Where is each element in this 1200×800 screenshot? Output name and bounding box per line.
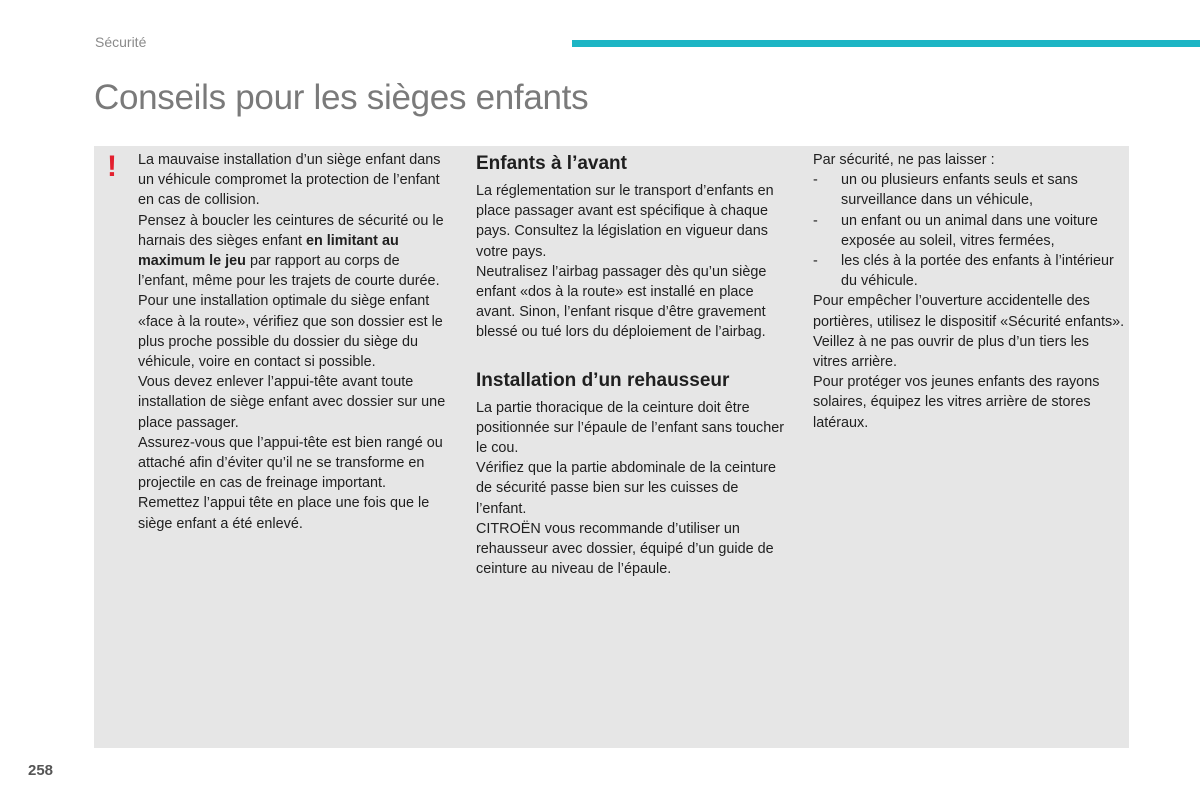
paragraph	[138, 211, 450, 292]
column-warning	[138, 150, 450, 534]
paragraph: Assurez-vous que l’appui-tête est bien rangé ou attaché afin d’éviter qu’il ne se transforme en projectile en cas de freinage important.	[138, 434, 443, 492]
list-item	[813, 251, 1125, 291]
dash-bullet: -	[813, 253, 818, 270]
exclamation-icon: !	[107, 150, 117, 183]
list-item	[813, 211, 1125, 251]
paragraph: Vous devez enlever l’appui-tête avant toute installation de siège enfant avec dossier sur une place passager.	[138, 374, 446, 431]
list-item	[813, 170, 1125, 210]
paragraph: Vérifiez que la partie abdominale de la ceinture de sécurité passe bien sur les cuisses de l’enfant.	[476, 460, 776, 517]
dash-bullet: -	[813, 172, 818, 189]
text: Pensez à boucler les ceintures de sécurité ou le harnais des sièges enfant	[138, 212, 444, 249]
column-safety	[813, 150, 1125, 433]
heading-front-seat: Enfants à l’avant	[476, 153, 627, 174]
paragraph: La réglementation sur le transport d’enfants en place passager avant est spécifique à chaque pays. Consultez la législation en vigueur dans votre pays.	[476, 183, 774, 260]
page-number: 258	[28, 762, 54, 779]
paragraph: Remettez l’appui tête en place une fois que le siège enfant a été enlevé.	[138, 495, 430, 532]
paragraph: CITROËN vous recommande d’utiliser un rehausseur avec dossier, équipé d’un guide de ceinture au niveau de l’épaule.	[476, 520, 774, 578]
paragraph: Pour protéger vos jeunes enfants des rayons solaires, équipez les vitres arrière de stores latéraux.	[813, 374, 1100, 431]
paragraph: Pour une installation optimale du siège enfant «face à la route», vérifiez que son dossier est le plus proche possible du dossier du siège du véhicule, voire en contact si possible.	[138, 293, 443, 371]
heading-booster: Installation d’un rehausseur	[476, 369, 730, 391]
paragraph: Par sécurité, ne pas laisser :	[813, 152, 995, 168]
list-item-text: un ou plusieurs enfants seuls et sans surveillance dans un véhicule,	[841, 172, 1078, 209]
bold-text: en limitant au maximum le jeu	[138, 232, 399, 270]
page-title: Conseils pour les sièges enfants	[94, 78, 589, 117]
paragraph: La partie thoracique de la ceinture doit être positionnée sur l’épaule de l’enfant sans toucher le cou.	[476, 399, 785, 457]
text: par rapport au corps de l’enfant, même pour les trajets de courte durée.	[138, 253, 440, 290]
paragraph: Pour empêcher l’ouverture accidentelle des portières, utilisez le dispositif «Sécurité enfants».	[813, 293, 1125, 330]
dash-bullet: -	[813, 212, 818, 229]
list-item-text: un enfant ou un animal dans une voiture exposée au soleil, vitres fermées,	[841, 212, 1098, 249]
header-accent-bar	[572, 40, 1200, 47]
paragraph: Veillez à ne pas ouvrir de plus d’un tiers les vitres arrière.	[813, 333, 1089, 371]
paragraph: Neutralisez l’airbag passager dès qu’un siège enfant «dos à la route» est installé en place avant. Sinon, l’enfant risque d’être gravement blessé ou tué lors du déploiement de l’airbag.	[476, 263, 767, 341]
list-item-text: les clés à la portée des enfants à l’intérieur du véhicule.	[841, 253, 1114, 290]
section-label: Sécurité	[95, 34, 147, 50]
column-front-seat	[476, 150, 788, 579]
paragraph: La mauvaise installation d’un siège enfant dans un véhicule compromet la protection de l’enfant en cas de collision.	[138, 152, 441, 209]
